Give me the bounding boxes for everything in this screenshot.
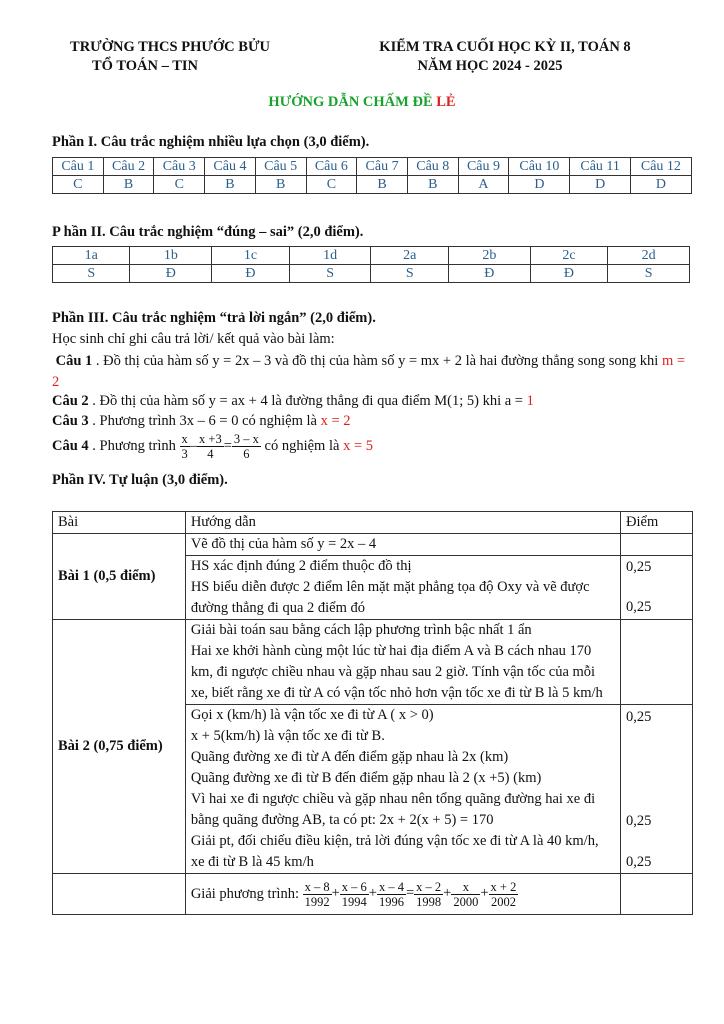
col-diem: Điểm [621,512,693,534]
part2-answer-cell: S [608,265,690,283]
doc-title-main: HƯỚNG DẪN CHẤM ĐỀ [268,94,433,110]
equation-fraction: $\frac{x - 4}{1996}$ [378,879,404,909]
bai2-line-1: Gọi x (km/h) là vận tốc xe đi từ A ( x > 0) [190,707,434,723]
part1-question-cell: Câu 1 [53,158,104,176]
part2-answer-cell: S [289,265,371,283]
part2-answer-cell: S [53,265,130,283]
q2-label: Câu 2 [52,393,89,409]
col-huong-dan: Hướng dẫn [185,512,620,534]
bai2-score-2: 0,25 [626,813,652,829]
part1-answer-cell: C [53,176,104,194]
school-year: NĂM HỌC 2024 - 2025 [417,58,563,74]
part2-answer-cell: Đ [530,265,607,283]
part1-answer-cell: B [407,176,458,194]
bai2-line-5: Vì hai xe đi ngược chiều và gặp nhau nên tổng quãng đường hai xe đi bằng quãng đường AB, ta có pt: 2x + 2(x + 5) = 170 [190,791,596,828]
part2-answer-cell: S [371,265,448,283]
q1-answer: m = 2 [52,353,686,390]
q3-answer: x = 2 [320,413,351,429]
part1-question-cell: Câu 10 [509,158,570,176]
part2-answer-cell: Đ [448,265,530,283]
col-bai: Bài [53,512,186,534]
bai1-guide [185,556,620,620]
part2-heading: P hần II. Câu trắc nghiệm “đúng – sai” (2,0 điểm). [52,224,364,240]
part2-table [52,246,690,283]
part1-answer-cell: D [630,176,691,194]
part1-answer-cell: B [103,176,154,194]
q4-answer: x = 5 [343,437,373,454]
bai1-score-2: 0,25 [626,599,652,615]
part1-question-cell: Câu 2 [103,158,154,176]
part2-answer-row [53,265,690,283]
bai1-score-1: 0,25 [626,559,652,575]
bai2-scores [621,705,693,874]
equation-fraction: $\frac{x}{2000}$ [453,879,479,909]
part1-answer-cell: B [357,176,408,194]
part1-answer-cell: A [458,176,509,194]
part2-item-cell: 1d [289,247,371,265]
doc-title-accent: LẺ [436,94,456,110]
q4-tail: có nghiệm là [264,437,340,454]
q4-fraction-1: $\frac{x}{3}$ [181,432,188,461]
equation-fraction: $\frac{x - 8}{1992}$ [304,879,330,909]
bai1-guide-1: HS xác định đúng 2 điểm thuộc đồ thị [190,558,412,574]
q3-label: Câu 3 [52,413,89,429]
part2-item-cell: 1a [53,247,130,265]
part1-table [52,157,692,194]
bai2-line-3: Quãng đường xe đi từ A đến điểm gặp nhau là 2x (km) [190,749,509,765]
q2-answer: 1 [526,393,534,409]
q4-fraction-3: $\frac{3 - x}{6}$ [233,432,259,461]
part2-item-cell: 2b [448,247,530,265]
q1-text: . Đồ thị của hàm số y = 2x – 3 và đồ thị của hàm số y = mx + 2 là hai đường thẳng song song khi [95,353,659,369]
q1-label: Câu 1 [55,353,93,369]
equation-operator: + [331,885,340,902]
bai3-label: Giải phương trình: [190,885,299,902]
bai2-line-2: x + 5(km/h) là vận tốc xe đi từ B. [190,728,385,744]
school-name: TRƯỜNG THCS PHƯỚC BỬU [70,39,270,55]
part1-question-cell: Câu 4 [205,158,256,176]
part2-item-cell: 2a [371,247,448,265]
part1-answer-cell: D [509,176,570,194]
part1-question-cell: Câu 9 [458,158,509,176]
bai3-equation [185,874,620,915]
equation-operator: = [405,885,415,902]
part1-question-cell: Câu 8 [407,158,458,176]
part2-item-cell: 2c [530,247,607,265]
part1-question-cell: Câu 12 [630,158,691,176]
bai2-solution [185,705,620,874]
q4-text: . Phương trình [92,437,176,454]
part2-answer-cell: Đ [212,265,289,283]
bai2-score-1: 0,25 [626,709,652,725]
part1-question-row [53,158,692,176]
part1-answer-cell: B [205,176,256,194]
bai2-score-3: 0,25 [626,854,652,870]
part3-question-3 [52,413,351,430]
bai2-row-1 [53,620,693,705]
part1-answer-cell: B [255,176,306,194]
bai2-label: Bài 2 (0,75 điểm) [53,620,186,874]
equation-fraction: $\frac{x - 6}{1994}$ [341,879,367,909]
bai1-guide-2: HS biểu diễn được 2 điểm lên mặt mặt phẳng tọa độ Oxy và vẽ được đường thẳng đi qua 2 điểm đó [190,579,590,616]
part1-answer-cell: C [154,176,205,194]
part1-question-cell: Câu 5 [255,158,306,176]
bai1-label: Bài 1 (0,5 điểm) [53,534,186,620]
part2-item-cell: 1c [212,247,289,265]
part4-heading: Phần IV. Tự luận (3,0 điểm). [52,472,228,488]
part1-question-cell: Câu 6 [306,158,357,176]
exam-title: KIỂM TRA CUỐI HỌC KỲ II, TOÁN 8 [379,39,631,55]
part2-item-cell: 1b [130,247,212,265]
part4-header-row [53,512,693,534]
equation-operator: + [368,885,377,902]
part3-question-1 [52,351,692,393]
part1-answer-cell: C [306,176,357,194]
part3-heading: Phần III. Câu trắc nghiệm “trả lời ngắn” (2,0 điểm). [52,310,376,326]
equation-fraction: $\frac{x + 2}{2002}$ [490,879,517,909]
part2-item-cell: 2d [608,247,690,265]
bai2-problem: Giải bài toán sau bằng cách lập phương trình bậc nhất 1 ẩn Hai xe khởi hành cùng một lúc từ hai địa điểm A và B cách nhau 170 km, đi ngược chiều nhau và gặp nhau sau 2 giờ. Tính vận tốc của mỗi xe, biết rằng xe đi từ A có vận tốc nhỏ hơn vận tốc xe đi từ B là 5 km/h [185,620,620,705]
equation-fraction: $\frac{x - 2}{1998}$ [416,879,442,909]
part1-heading: Phần I. Câu trắc nghiệm nhiều lựa chọn (3,0 điểm). [52,134,370,150]
group-name: TỔ TOÁN – TIN [92,58,198,74]
bai3-row [53,874,693,915]
bai1-row-1 [53,534,693,556]
bai2-line-4: Quãng đường xe đi từ B đến điểm gặp nhau là 2 (x +5) (km) [190,770,542,786]
q2-text: . Đồ thị của hàm số y = ax + 4 là đường thẳng đi qua điểm M(1; 5) khi a = [92,393,523,409]
part1-question-cell: Câu 11 [570,158,630,176]
q4-label: Câu 4 [52,437,89,454]
q4-fraction-2: $\frac{x +3}{4}$ [199,432,222,461]
part4-table [52,511,693,915]
equation-operator: + [480,885,489,902]
bai3-equation-terms [303,879,519,909]
bai1-scores [621,556,693,620]
part2-item-row [53,247,690,265]
part1-answer-row [53,176,692,194]
q3-text: . Phương trình 3x – 6 = 0 có nghiệm là [92,413,317,429]
part3-question-2 [52,393,534,410]
part3-question-4: Câu 4 . Phương trình $\frac{x}{3}$ – $\frac{x +3}{4}$ = $\frac{3 - x}{6}$ có nghiệm là x = 5 [52,432,373,461]
doc-title [0,94,724,111]
bai2-line-6: Giải pt, đối chiếu điều kiện, trả lời đúng vận tốc xe đi từ A là 40 km/h, xe đi từ B là 45 km/h [190,833,599,870]
equation-operator: + [443,885,452,902]
part2-answer-cell: Đ [130,265,212,283]
part1-question-cell: Câu 7 [357,158,408,176]
part1-question-cell: Câu 3 [154,158,205,176]
part3-instruction: Học sinh chỉ ghi câu trả lời/ kết quả vào bài làm: [52,331,335,347]
part1-answer-cell: D [570,176,630,194]
bai1-task: Vẽ đồ thị của hàm số y = 2x – 4 [185,534,620,556]
